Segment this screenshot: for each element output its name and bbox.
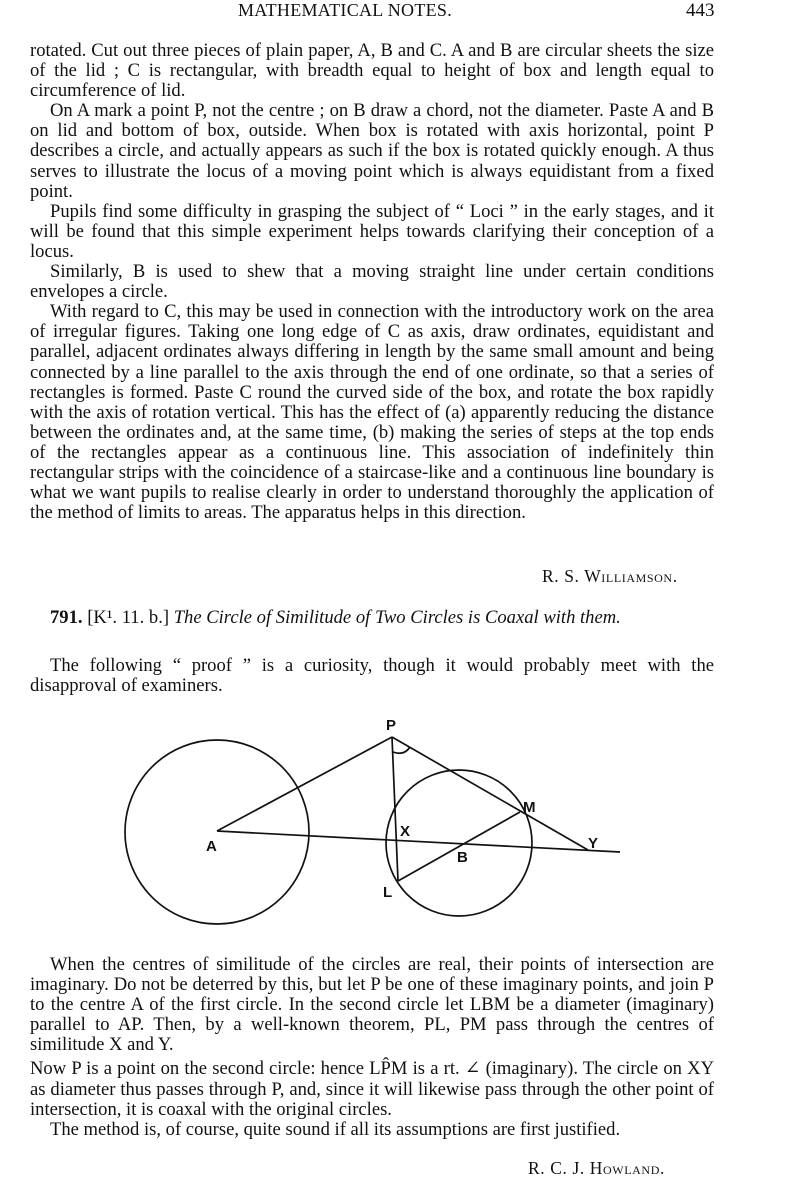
label-P: P xyxy=(386,717,397,734)
classification-code: [K¹. 11. b.] xyxy=(87,607,170,628)
page-number: 443 xyxy=(686,0,715,21)
author-signature: R. S. Williamson. xyxy=(542,566,678,586)
label-Y: Y xyxy=(588,835,599,852)
first-circle xyxy=(125,740,309,924)
paragraph: The following “ proof ” is a curiosity, though it would probably meet with the disapproval of examiners. xyxy=(30,655,714,697)
page-header xyxy=(0,0,800,24)
paragraph: rotated. Cut out three pieces of plain paper, A, B and C. A and B are circular sheets the size of the lid ; C is rectangular, with breadth equal to height of box and length equal to circumference of lid. xyxy=(30,40,714,102)
paragraph: Now P is a point on the second circle: hence LP̂M is a rt. ∠ (imaginary). The circle on XY as diameter thus passes through P, and, since it will likewise pass through the other point of intersection, it is coaxal with the original circles. xyxy=(30,1058,714,1120)
paragraph: Similarly, B is used to shew that a moving straight line under certain conditions envelopes a circle. xyxy=(30,261,714,303)
note-791-intro xyxy=(30,656,714,696)
paragraph: On A mark a point P, not the centre ; on B draw a chord, not the diameter. Paste A and B on lid and bottom of box, outside. When box is rotated with axis horizontal, point P describes a circle, and actually appears as such if the box is rotated quickly enough. A thus serves to illustrate the locus of a moving point which is always equidistant from a fixed point. xyxy=(30,100,714,202)
note-number: 791. xyxy=(50,607,83,628)
paragraph: With regard to C, this may be used in connection with the introductory work on the area of irregular figures. Taking one long edge of C as axis, draw ordinates, equidistant and parallel, adjacent ordinates always differing in length by the same small amount and being connected by a line parallel to the axis through the end of one ordinate, so that a series of rectangles is formed. Paste C round the curved side of the box, and rotate the box rapidly with the axis of rotation vertical. This has the effect of (a) apparently reducing the distance between the ordinates and, at the same time, (b) making the series of steps at the top ends of the rectangles appear as a continuous line. This association of indefinitely thin rectangular strips with the coincidence of a staircase-like and a continuous line boundary is what we want pupils to realise clearly in order to understand thoroughly the application of the method of limits to areas. The apparatus helps in this direction. xyxy=(30,301,714,524)
note-title: The Circle of Similitude of Two Circles is Coaxal with them. xyxy=(173,607,621,628)
label-A: A xyxy=(206,838,217,855)
paragraph: The method is, of course, quite sound if all its assumptions are first justified. xyxy=(50,1118,621,1140)
geometry-figure xyxy=(0,700,800,930)
label-B: B xyxy=(457,849,468,866)
line-PY xyxy=(392,737,588,850)
label-X: X xyxy=(400,823,411,840)
label-L: L xyxy=(383,884,393,901)
paragraph: Pupils find some difficulty in grasping the subject of “ Loci ” in the early stages, and it will be found that this simple experiment helps towards clarifying their conception of a locus. xyxy=(30,200,714,262)
label-M: M xyxy=(523,799,536,816)
line-AP xyxy=(217,737,392,831)
note-790-continuation xyxy=(30,41,714,523)
running-head: MATHEMATICAL NOTES. xyxy=(238,0,453,20)
paragraph: When the centres of similitude of the circles are real, their points of intersection are imaginary. Do not be deterred by this, but let P be one of these imaginary points, and join P to the centre A of the first circle. In the second circle let LBM be a diameter (imaginary) parallel to AP. Then, by a well-known theorem, PL, PM pass through the centres of similitude X and Y. xyxy=(30,954,714,1056)
line-PL xyxy=(392,737,398,881)
author-signature: R. C. J. Howland. xyxy=(528,1158,665,1178)
note-791-heading xyxy=(30,608,714,628)
angle-arc-LPM xyxy=(393,747,410,753)
note-791-body xyxy=(30,955,714,1140)
